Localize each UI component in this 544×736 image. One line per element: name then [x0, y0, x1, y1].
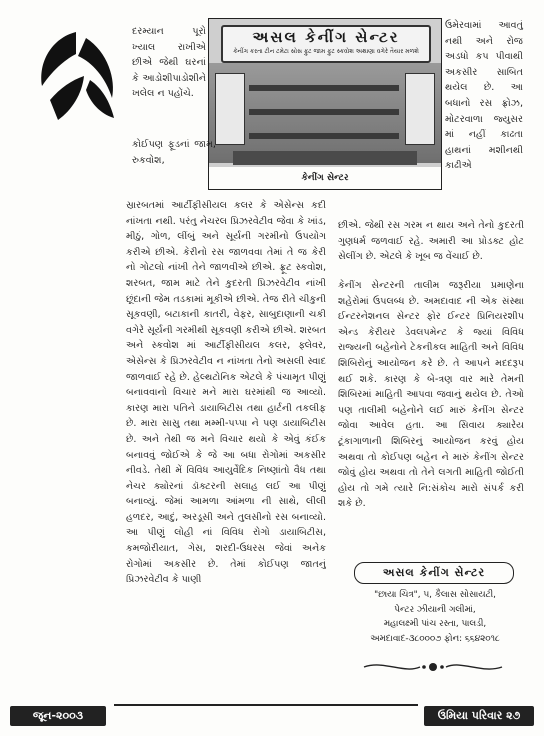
text-column-main-left: સ્રારબતમાં આર્ટીફીસીયલ કલર કે એસેન્સ કદી નાંખતા નથી. પરંતુ નેચરલ પ્રિઝરવેટીવ જેવા કે ખાંડ, મીઠું, ગોળ, લીંબું અને સૂર્યની ગરમીનો ઉપયોગ કરીએ છીએ. કેરીનો રસ જાળવવા તેમાં તે જ કેરી નો ગોટલો નાંખી તેને જાળવીએ છીએ. ફ્રૂટ સ્કવોશ, શરબત, જામ માટે તેને કુદરતી પ્રિઝરવેટીવ નાંખી છૂંદાની જેમ તડકામાં મૂકીએ છીએ. તેજ રીતે ચીકુની સૂકવણી, બટાકાની કાતરી, વેફર, સાબુદાણાની ચકી વગેરે સૂર્યની ગરમીથી સૂકવણી કરીએ છીએ. શરબત અને સ્કવોશ માં આર્ટીફીસીયલ કલર, ફ્લેવર, એસેન્સ કે પ્રિઝરવેટીવ ન નાંખતા તેનો અસલી સ્વાદ જાળવાઈ રહે છે. હેલ્થટોનિક એટલે કે પંચામૃત પીણું બનાવવાનો વિચાર મને મારા ઘરમાંથી જ આવ્યો. કારણ મારા પતિને ડાયાબિટીસ તથા હાર્ટની તકલીફ છે. મારા સાસુ તથા મમ્મી-પપ્પા ને પણ ડાયાબિટીસ છે. અને તેથી જ મને વિચાર થયો કે એવું કંઈક બનાવવું જોઈએ કે જે આ બધા રોગોમાં અકસીર નીવડે. તેથી મેં વિવિધ આયુર્વેદિક નિષ્ણાંતો વૈધ તથા નેચર ક્યોરનાં ડૉક્ટરની સલાહ લઈ આ પીણું બનાવ્યું. જેમાં આમળા આંમળા ની સાથે, લીલી હળદર, આદું, અરડૂસી અને તુલસીનો રસ બનાવ્યો. આ પીણું લોહી નાં વિવિધ રોગો ડાયાબિટીસ, કમજોરીયાત, ગેસ, શરદી-ઉધરસ જેવાં અનેક રોગોમાં અકસીર છે. તેમાં કોઈપણ જાતનું પ્રિઝરવેટીવ કે પાણી: [126, 200, 326, 586]
shop-signboard: [221, 25, 431, 63]
shop-window-left: [215, 73, 245, 145]
text-column-left-top: દરમ્યાન પૂરો ખ્યાલ રાખીએ છીએ જેથી ઘરનાં કે આડોશીપાડોશીને ખલેલ ન પહોંચે.: [132, 26, 206, 100]
shelf: [249, 133, 399, 139]
page-footer: [0, 704, 544, 728]
ad-address: [358, 588, 512, 646]
magazine-name-page-number: ઉમિયા પરિવાર ૨૭: [424, 706, 534, 726]
text-column-left-lead: કોઈપણ ફૂડનાં જામ, રુકવોશ,: [132, 139, 216, 166]
magazine-section-logo: [32, 28, 120, 126]
shop-counter: [233, 151, 417, 165]
shop-interior: [209, 63, 441, 163]
ad-address-line: અમદાવાદ-૩૮૦૦૦૭ ફોન: ૬૬૪૨૦૧૮: [370, 633, 500, 644]
shelf: [249, 109, 399, 115]
signboard-subtitle: કેનીંગ કરતા ટીન ટમેટા સોસ ફુટ જામ ફુટ સ્કવોશ અથાણા વગેરે તૈયાર મળશે: [233, 48, 419, 55]
ad-address-line: "છાયા ચિત્ર", ૫, કૈલાસ સોસાયટી,: [374, 590, 496, 600]
canning-centre-photo: [208, 18, 442, 190]
shop-window-right: [405, 73, 435, 145]
ad-title: અસલ કેનીંગ સેન્ટર: [354, 562, 514, 584]
ornament-divider-icon: [360, 658, 506, 676]
ad-address-line: મહાલક્ષ્મી પાંચ રસ્તા, પાલડી,: [383, 619, 487, 629]
text-column-main-right-b: કેનીંગ સેન્ટરની તાલીમ જરૂરીયા પ્રમાણેના શહેરોમાં ઉપલબ્ધ છે. અમદાવાદ ની એક સંસ્થા ઈન્ટરનેશનલ સેન્ટર ફોર ઈન્ટર પ્રિનિયરશીપ એન્ડ કેરીયર ડેવલપમેન્ટ કે જ્યાં વિવિધ રાજ્યની બહેનોને ટેકનીકલ માહિતી અને વિવિધ શિબિરોનું આયોજન કરે છે. તે આપને મદદરૂપ થઈ શકે. કારણ કે બે-ત્રણ વાર મારે તેમની શિબિરમાં માહિતી આપવા જવાનું થયેલ છે. તેઓ પણ તાલીમી બહેનોને લઈ મારું કેનીંગ સેન્ટર જોવા આવેલ હતા. આ સિવાય ક્યારેય ટૂંકાગાળાની શિબિરનું આયોજન કરવું હોય અથવા તો કોઈપણ બહેન ને મારું કેનીંગ સેન્ટર જોવું હોય અથવા તો તેને લગતી માહિતી જોઈતી હોય તો ગમે ત્યારે નિ:સંકોચ મારો સંપર્ક કરી શકે છે.: [338, 280, 524, 510]
photo-caption: કેનીંગ સેન્ટર: [209, 167, 441, 189]
signboard-title: અસલ કેનીંગ સેન્ટર: [252, 28, 400, 46]
issue-date: જૂન-૨૦૦૩: [10, 706, 106, 726]
ad-address-line: પેન્ટર ઝીયાની ગલીમાં,: [394, 604, 476, 615]
text-column-main-right-a: છીએ. જેથી રસ ગરમ ન થાય અને તેનો કુદરતી ગુણધર્મ જળવાઈ રહે. અમારી આ પ્રોડક્ટ હોટ સેલીંગ છે. એટલે કે ખૂબ જ વેંચાઈ છે.: [338, 220, 524, 263]
shelf: [249, 85, 399, 91]
contact-advertisement: [354, 562, 512, 680]
text-column-right-top: ઉમેરવામાં આવતું નથી અને રોજ અડધો કપ પીવાથી અકસીર સાબિત થયેલ છે. આ બધાનો રસ ફ્રોઝ, મોટરવાળા જ્યુસર માં નહીં કાઢતા હાથનાં મશીનથી કાઢીએ: [445, 20, 523, 172]
